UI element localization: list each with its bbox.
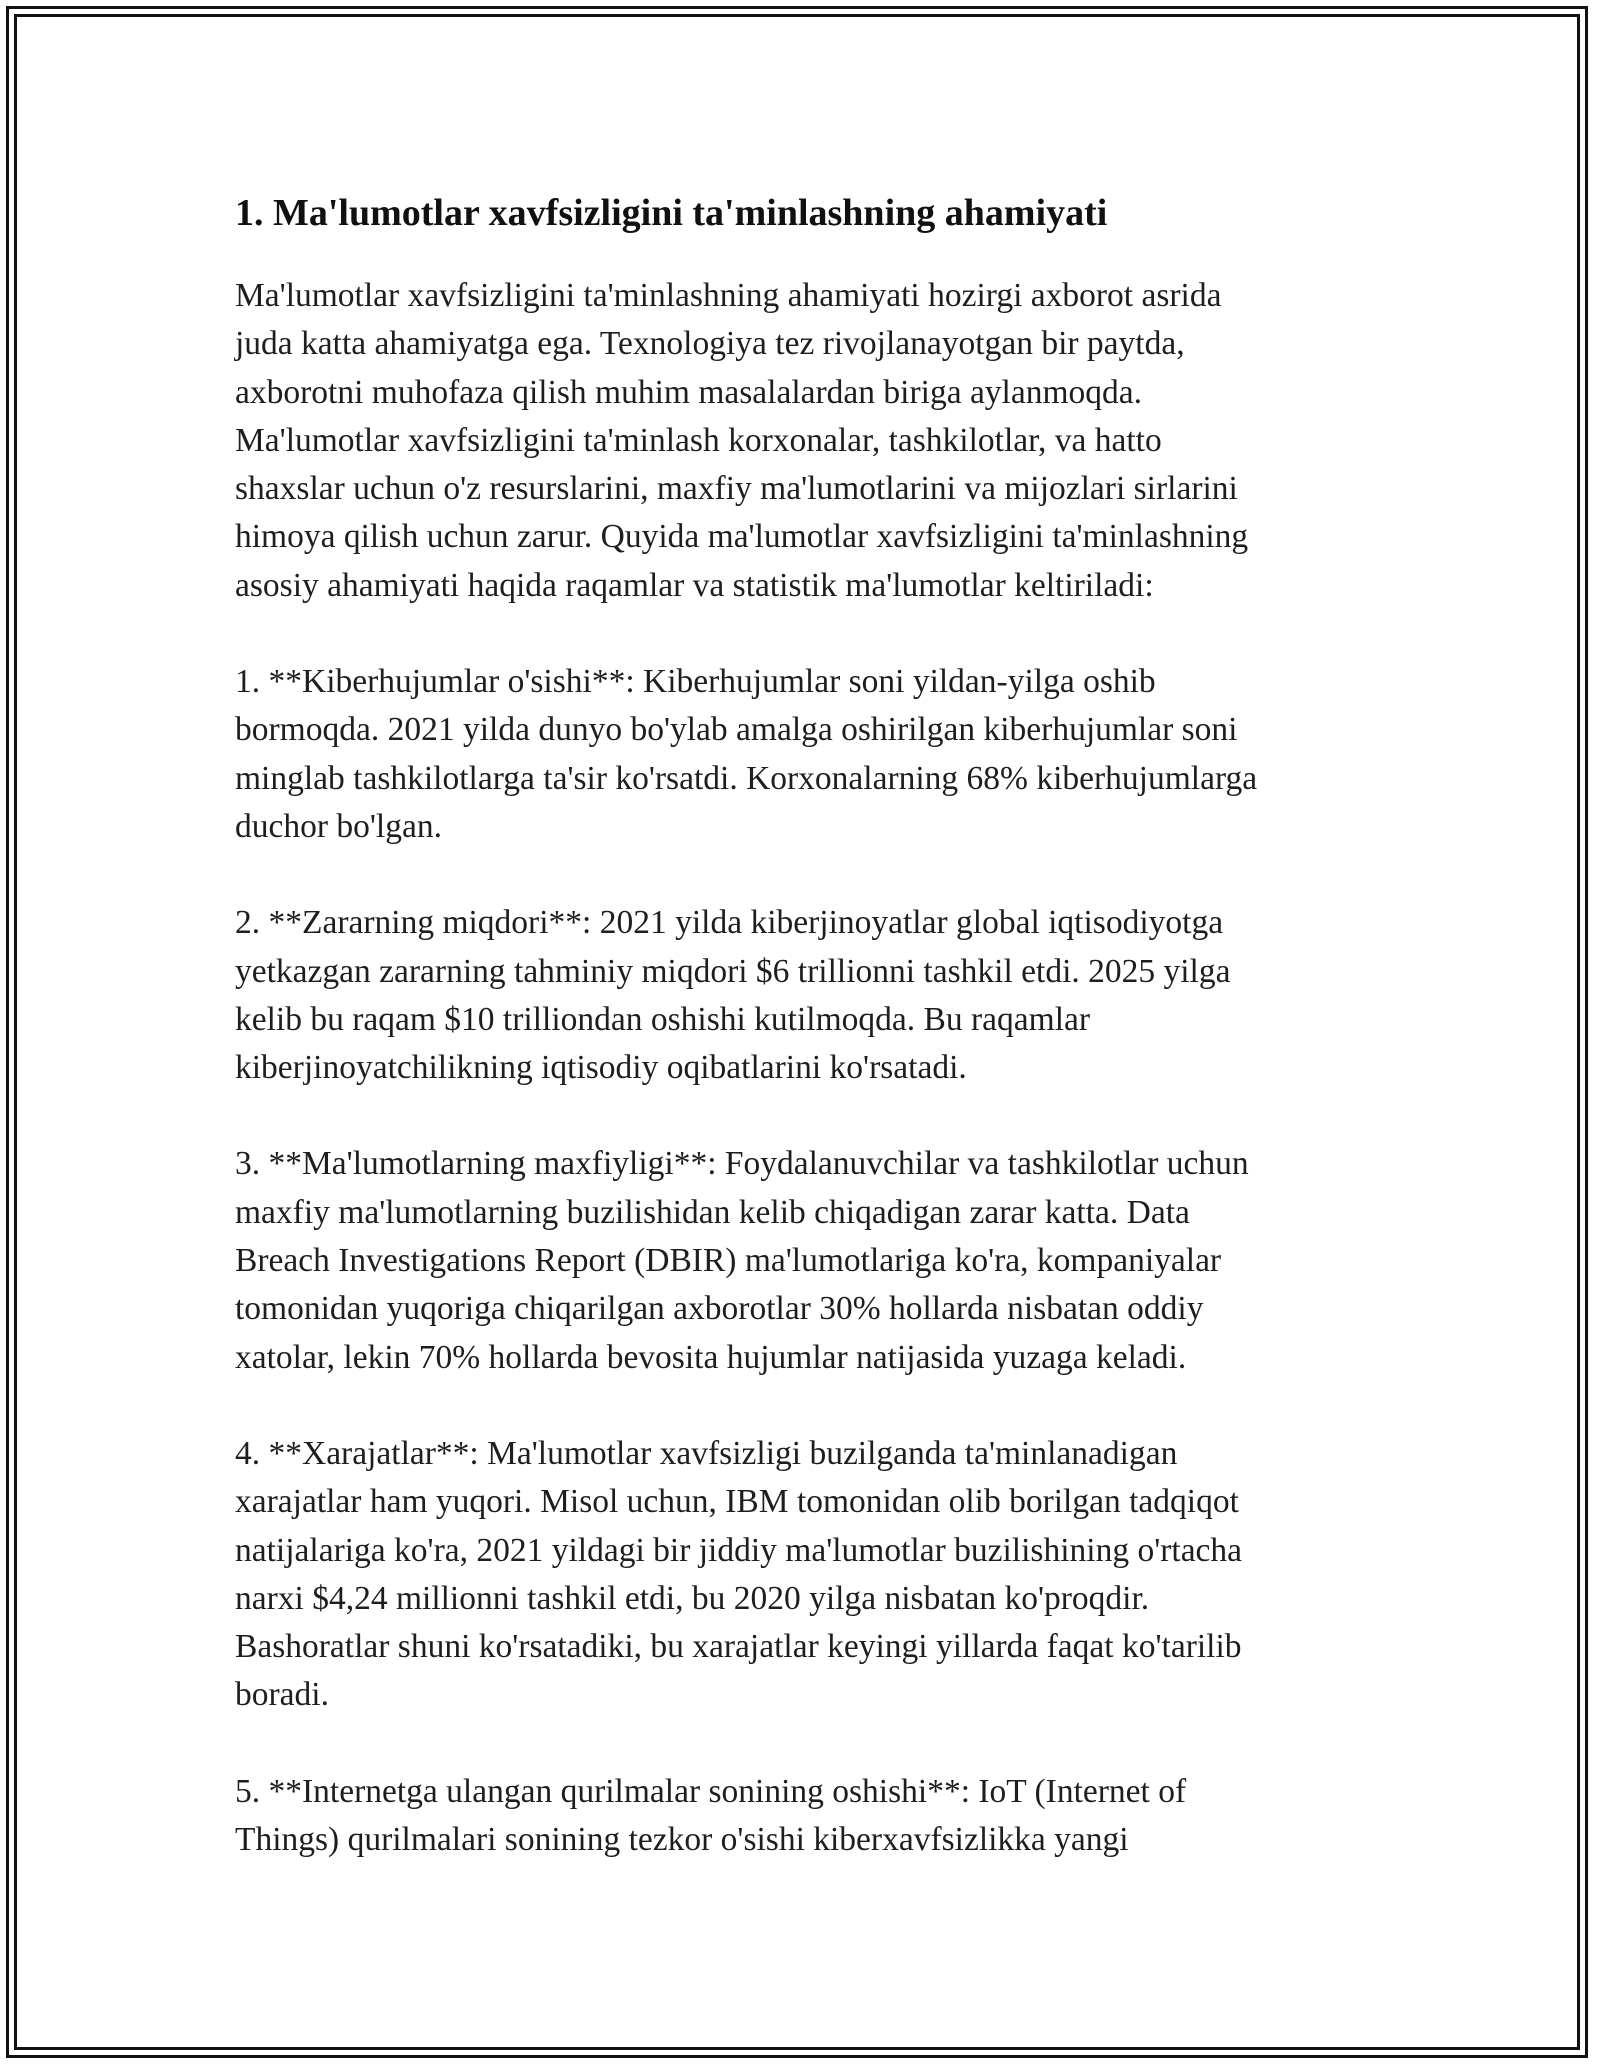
text-line: shaxslar uchun o'z resurslarini, maxfiy ma'lumotlarini va mijozlari sirlarini xyxy=(235,470,1238,508)
text-line: narxi $4,24 millionni tashkil etdi, bu 2020 yilga nisbatan ko'proqdir. xyxy=(235,1579,1150,1617)
text-line: kelib bu raqam $10 trilliondan oshishi kutilmoqda. Bu raqamlar xyxy=(235,1000,1091,1038)
text-line: xarajatlar ham yuqori. Misol uchun, IBM tomonidan olib borilgan tadqiqot xyxy=(235,1483,1239,1521)
text-line: himoya qilish uchun zarur. Quyida ma'lumotlar xavfsizligini ta'minlashning xyxy=(235,518,1249,556)
text-line: axborotni muhofaza qilish muhim masalalardan biriga aylanmoqda. xyxy=(235,373,1143,411)
text-line: xatolar, lekin 70% hollarda bevosita hujumlar natijasida yuzaga keladi. xyxy=(235,1338,1187,1376)
list-item-cyberattacks xyxy=(235,658,1365,851)
text-line: boradi. xyxy=(235,1676,329,1714)
text-line: minglab tashkilotlarga ta'sir ko'rsatdi. Korxonalarning 68% kiberhujumlarga xyxy=(235,759,1258,797)
text-line: natijalariga ko'ra, 2021 yildagi bir jiddiy ma'lumotlar buzilishining o'rtacha xyxy=(235,1531,1243,1569)
text-line: maxfiy ma'lumotlarning buzilishidan kelib chiqadigan zarar katta. Data xyxy=(235,1193,1190,1231)
section-heading: 1. Ma'lumotlar xavfsizligini ta'minlashning ahamiyati xyxy=(235,192,1108,234)
text-line: 3. **Ma'lumotlarning maxfiyligi**: Foydalanuvchilar va tashkilotlar uchun xyxy=(235,1145,1249,1183)
text-line: 5. **Internetga ulangan qurilmalar sonining oshishi**: IoT (Internet of xyxy=(235,1772,1187,1810)
text-line: duchor bo'lgan. xyxy=(235,807,442,845)
intro-paragraph xyxy=(235,272,1365,610)
text-line: Things) qurilmalari sonining tezkor o'sishi kiberxavfsizlikka yangi xyxy=(235,1821,1129,1859)
text-line: yetkazgan zararning tahminiy miqdori $6 trillionni tashkil etdi. 2025 yilga xyxy=(235,952,1231,990)
list-item-iot-devices xyxy=(235,1768,1365,1865)
document-body xyxy=(235,188,1365,1912)
text-line: bormoqda. 2021 yilda dunyo bo'ylab amalga oshirilgan kiberhujumlar soni xyxy=(235,711,1238,749)
text-line: Ma'lumotlar xavfsizligini ta'minlash korxonalar, tashkilotlar, va hatto xyxy=(235,421,1162,459)
text-line: 2. **Zararning miqdori**: 2021 yilda kiberjinoyatlar global iqtisodiyotga xyxy=(235,904,1224,942)
list-item-damage xyxy=(235,899,1365,1092)
text-line: Breach Investigations Report (DBIR) ma'lumotlariga ko'ra, kompaniyalar xyxy=(235,1242,1222,1280)
text-line: 4. **Xarajatlar**: Ma'lumotlar xavfsizligi buzilganda ta'minlanadigan xyxy=(235,1434,1178,1472)
text-line: kiberjinoyatchilikning iqtisodiy oqibatlarini ko'rsatadi. xyxy=(235,1049,967,1087)
text-line: 1. **Kiberhujumlar o'sishi**: Kiberhujumlar soni yildan-yilga oshib xyxy=(235,663,1156,701)
list-item-costs xyxy=(235,1430,1365,1720)
text-line: tomonidan yuqoriga chiqarilgan axborotlar 30% hollarda nisbatan oddiy xyxy=(235,1290,1204,1328)
text-line: juda katta ahamiyatga ega. Texnologiya tez rivojlanayotgan bir paytda, xyxy=(235,325,1185,363)
list-item-confidentiality xyxy=(235,1140,1365,1381)
text-line: Bashoratlar shuni ko'rsatadiki, bu xarajatlar keyingi yillarda faqat ko'tarilib xyxy=(235,1628,1242,1666)
text-line: Ma'lumotlar xavfsizligini ta'minlashning ahamiyati hozirgi axborot asrida xyxy=(235,277,1222,314)
text-line: asosiy ahamiyati haqida raqamlar va statistik ma'lumotlar keltiriladi: xyxy=(235,566,1154,604)
